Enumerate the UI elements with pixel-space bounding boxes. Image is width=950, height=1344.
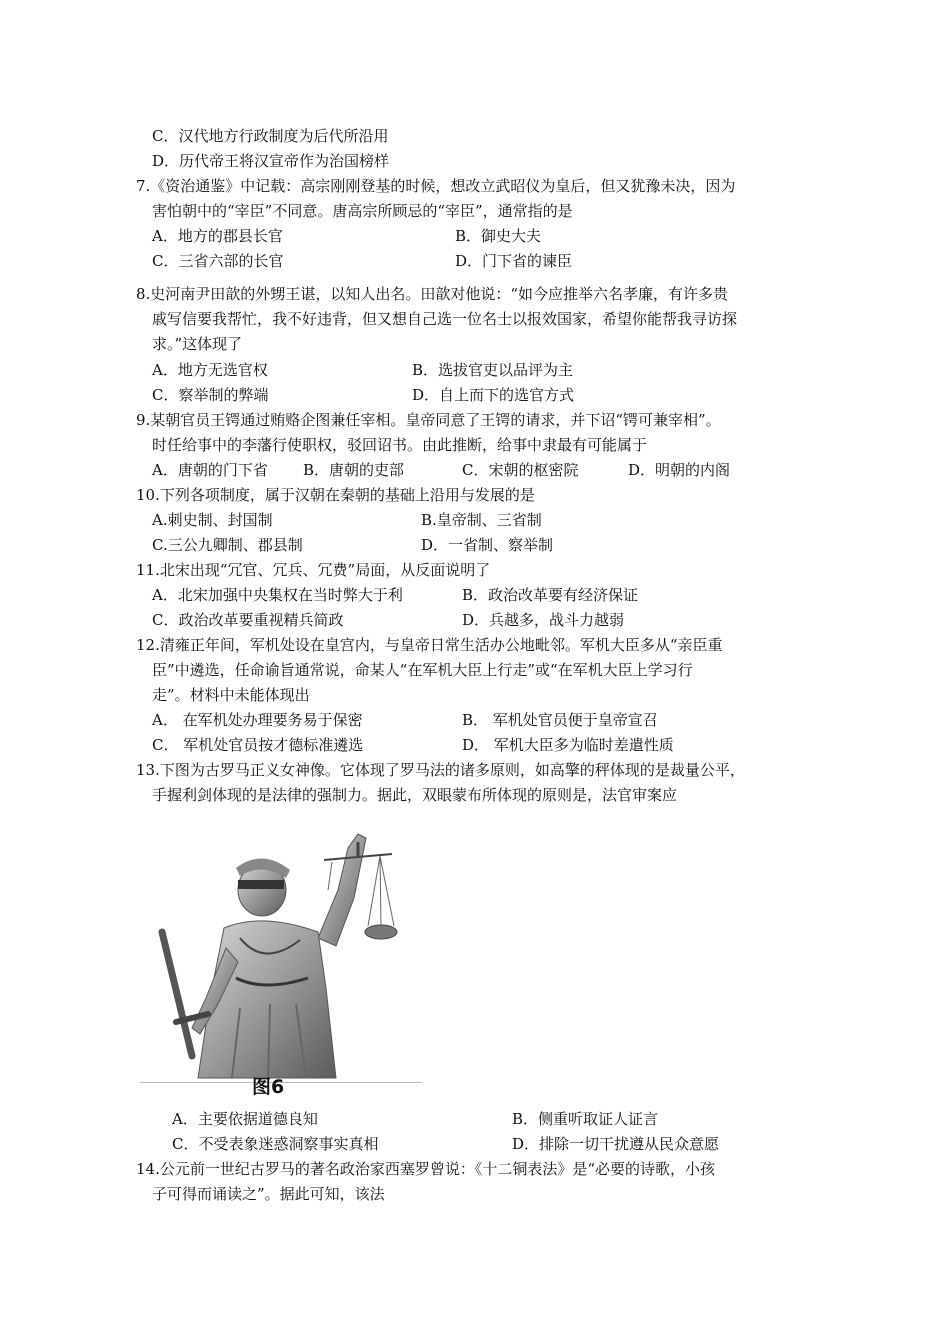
q9-option-c: C．宋朝的枢密院: [462, 461, 579, 479]
q13-option-c: C．不受表象迷惑洞察事实真相: [172, 1135, 379, 1153]
q7-option-d: D．门下省的谏臣: [455, 252, 573, 270]
q6-option-c: C．汉代地方行政制度为后代所沿用: [152, 127, 389, 145]
q13-stem-line2: 手握利剑体现的是法律的强制力。据此，双眼蒙布所体现的原则是，法官审案应: [152, 786, 678, 804]
q8-stem-line2: 戚写信要我帮忙，我不好违背，但又想自己选一位名士以报效国家，希望你能帮我寻访探: [152, 310, 738, 328]
q8-option-c: C．察举制的弊端: [152, 386, 269, 404]
q9-stem-line2: 时任给事中的李藩行使职权，驳回诏书。由此推断，给事中隶最有可能属于: [152, 436, 648, 454]
q11-option-b: B．政治改革要有经济保证: [462, 586, 639, 604]
q13-stem-line1: 13.下图为古罗马正义女神像。它体现了罗马法的诸多原则，如高擎的秤体现的是裁量公平，: [136, 761, 745, 779]
q12-option-a: A． 在军机处办理要务易于保密: [152, 711, 363, 729]
q10-option-b: B.皇帝制、三省制: [421, 511, 542, 529]
q12-stem-line3: 走”。材料中未能体现出: [152, 686, 310, 704]
q10-option-c: C.三公九卿制、郡县制: [152, 536, 303, 554]
q11-option-c: C．政治改革要重视精兵简政: [152, 611, 344, 629]
q13-option-a: A．主要依据道德良知: [172, 1110, 318, 1128]
q12-option-c: C． 军机处官员按才德标准遴选: [152, 736, 364, 754]
q12-stem-line2: 臣”中遴选，任命谕旨通常说，命某人“在军机大臣上行走”或“在军机大臣上学习行: [152, 661, 693, 679]
q6-option-d: D．历代帝王将汉宣帝作为治国榜样: [152, 152, 390, 170]
q9-option-d: D．明朝的内阁: [628, 461, 731, 479]
q13-option-b: B．侧重听取证人证言: [512, 1110, 659, 1128]
q10-stem: 10.下列各项制度，属于汉朝在秦朝的基础上沿用与发展的是: [136, 486, 535, 504]
q12-stem-line1: 12.清雍正年间，军机处设在皇宫内，与皇帝日常生活办公地毗邻。军机大臣多从“亲臣重: [136, 636, 723, 654]
q7-option-a: A．地方的郡县长官: [152, 227, 283, 245]
q11-option-d: D．兵越多，战斗力越弱: [462, 611, 625, 629]
q9-option-b: B．唐朝的吏部: [303, 461, 405, 479]
q7-option-c: C．三省六部的长官: [152, 252, 284, 270]
q8-option-d: D．自上而下的选官方式: [412, 386, 575, 404]
q8-option-a: A．地方无选官权: [152, 361, 268, 379]
q7-option-b: B．御史大夫: [455, 227, 542, 245]
q9-stem-line1: 9.某朝官员王锷通过贿赂企图兼任宰相。皇帝同意了王锷的请求，并下诏“锷可兼宰相”。: [136, 411, 721, 429]
q13-option-d: D．排除一切干扰遵从民众意愿: [512, 1135, 720, 1153]
justice-statue-image: [140, 828, 422, 1084]
q8-stem-line3: 求。”这体现了: [152, 335, 243, 353]
q14-stem-line2: 子可得而诵读之”。据此可知，该法: [152, 1185, 385, 1203]
q7-stem-line2: 害怕朝中的“宰臣”不同意。唐高宗所顾忌的“宰臣”，通常指的是: [152, 202, 573, 220]
figure-caption: 图6: [252, 1076, 285, 1098]
q8-stem-line1: 8.史河南尹田歆的外甥王谌，以知人出名。田歆对他说：“如今应推举六名孝廉，有许多贵: [136, 285, 728, 303]
q8-option-b: B．选拔官吏以品评为主: [412, 361, 574, 379]
q7-stem-line1: 7.《资治通鉴》中记载：高宗刚刚登基的时候，想改立武昭仪为皇后，但又犹豫未决，因为: [136, 177, 736, 195]
q12-option-d: D． 军机大臣多为临时差遣性质: [462, 736, 674, 754]
q10-option-d: D．一省制、察举制: [421, 536, 554, 554]
q11-option-a: A．北宋加强中央集权在当时弊大于利: [152, 586, 403, 604]
q11-stem: 11.北宋出现“冗官、冗兵、冗费”局面，从反面说明了: [136, 561, 491, 579]
q9-option-a: A．唐朝的门下省: [152, 461, 268, 479]
q10-option-a: A.刺史制、封国制: [152, 511, 273, 529]
q14-stem-line1: 14.公元前一世纪古罗马的著名政治家西塞罗曾说：《十二铜表法》是“必要的诗歌，小孩: [136, 1160, 716, 1178]
q12-option-b: B． 军机处官员便于皇帝宣召: [462, 711, 658, 729]
